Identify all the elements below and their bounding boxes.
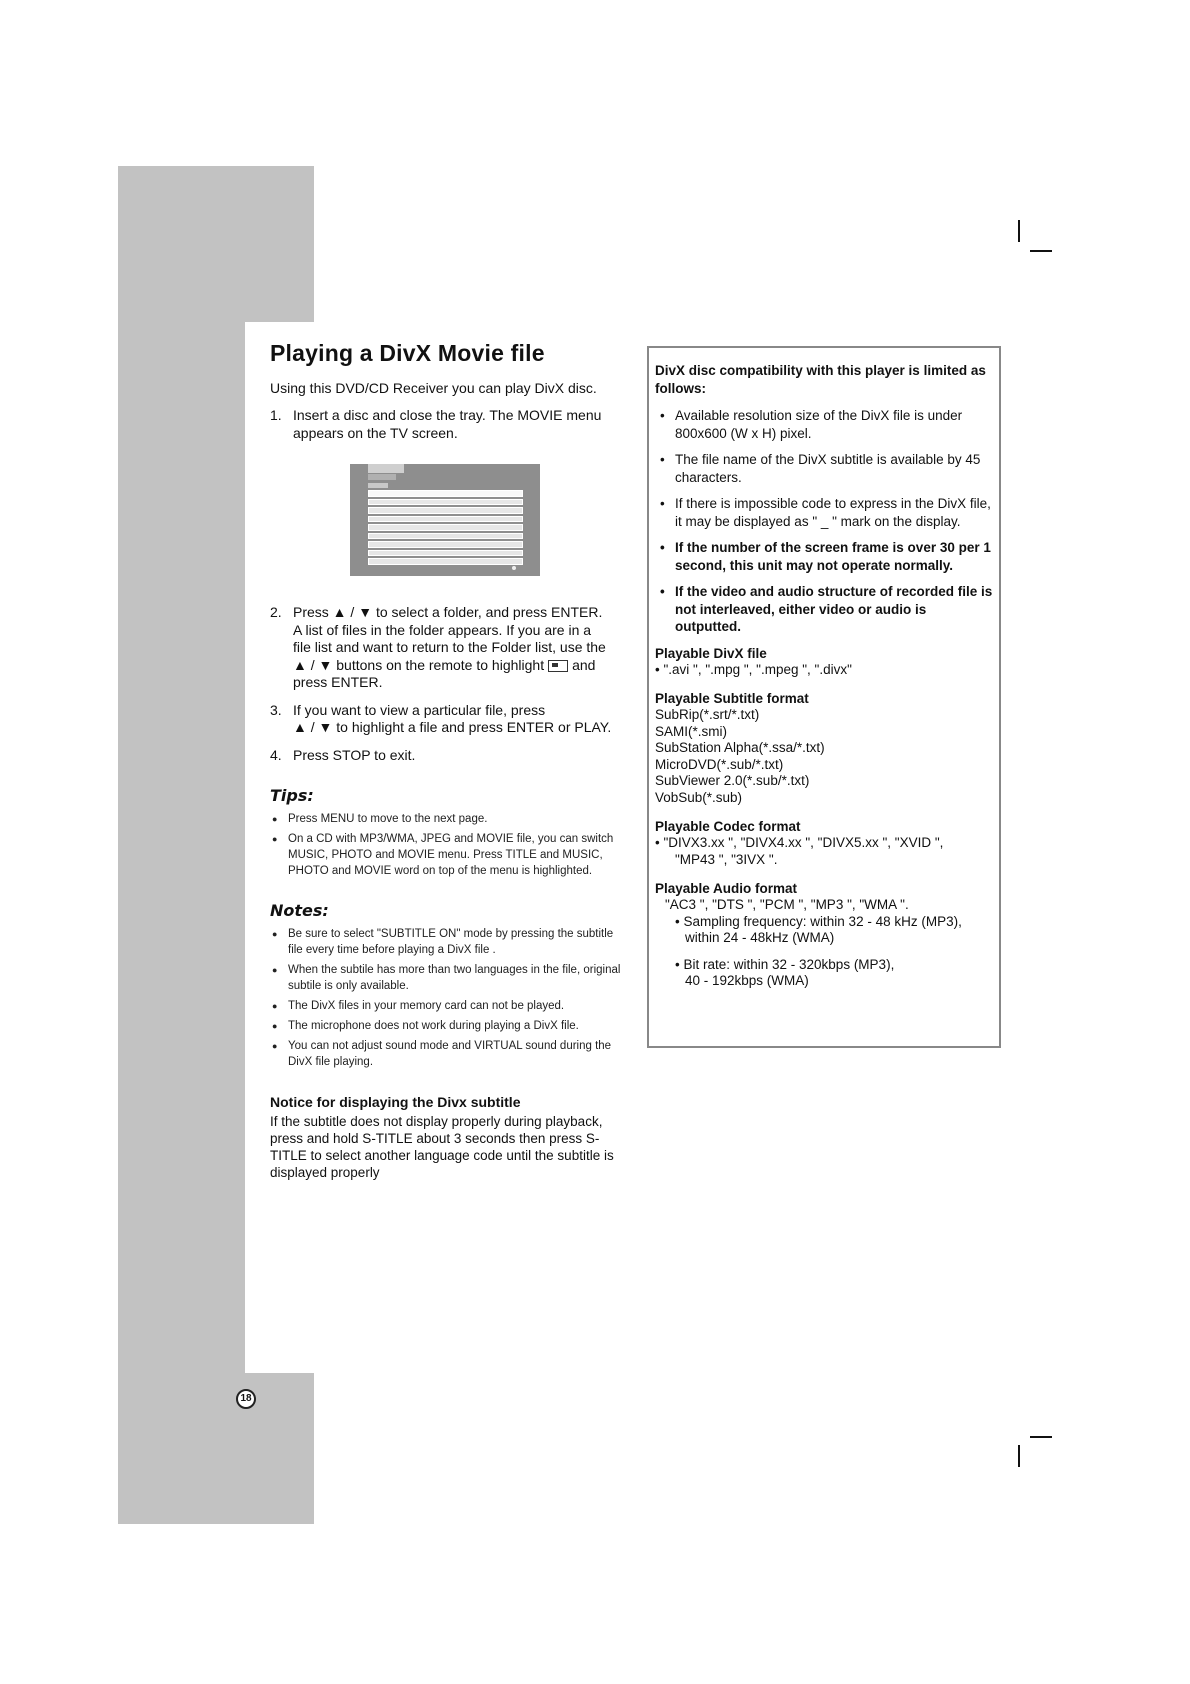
note-item: ● When the subtile has more than two languages in the file, original subtile is only available. bbox=[270, 962, 626, 994]
file-row bbox=[368, 490, 523, 497]
crop-mark-top-horizontal bbox=[1030, 250, 1052, 252]
page-title: Playing a DivX Movie file bbox=[270, 340, 545, 366]
file-row bbox=[368, 550, 523, 557]
audio-format-line: "AC3 ", "DTS ", "PCM ", "MP3 ", "WMA ". bbox=[665, 897, 909, 912]
compatibility-item: • If the video and audio structure of recorded file is not interleaved, either video or audio is outputted. bbox=[655, 583, 993, 636]
subtitle-format-item: SubStation Alpha(*.ssa/*.txt) bbox=[655, 740, 825, 755]
file-row bbox=[368, 541, 523, 548]
crop-mark-bottom-vertical bbox=[1018, 1445, 1020, 1467]
codec-format-heading: Playable Codec format bbox=[655, 819, 801, 834]
tip-item: ● Press MENU to move to the next page. bbox=[270, 811, 626, 827]
subtitle-format-item: SubRip(*.srt/*.txt) bbox=[655, 707, 760, 722]
crop-mark-bottom-horizontal bbox=[1030, 1436, 1052, 1438]
notes-heading: Notes: bbox=[270, 901, 329, 920]
file-row bbox=[368, 516, 523, 523]
subtitle-format-item: VobSub(*.sub) bbox=[655, 789, 743, 805]
step-item: 3. If you want to view a particular file, press ▲ / ▼ to highlight a file and press ENTER or PLAY. bbox=[270, 701, 612, 735]
file-row bbox=[368, 558, 523, 565]
tips-heading: Tips: bbox=[270, 786, 314, 805]
movie-menu-screenshot bbox=[350, 464, 540, 576]
compatibility-item: • The file name of the DivX subtitle is available by 45 characters. bbox=[655, 451, 993, 486]
subtitle-format-item: SubViewer 2.0(*.sub/*.txt) bbox=[655, 773, 810, 788]
menu-header-bar bbox=[368, 464, 404, 473]
step-item: 4. Press STOP to exit. bbox=[270, 746, 416, 763]
steps-list bbox=[270, 407, 626, 442]
codec-format-line: "MP43 ", "3IVX ". bbox=[675, 851, 778, 867]
margin-band-bottom bbox=[118, 1373, 314, 1524]
compatibility-item: • Available resolution size of the DivX file is under 800x600 (W x H) pixel. bbox=[655, 407, 993, 442]
menu-subheader-bar bbox=[368, 474, 396, 480]
box-heading: DivX disc compatibility with this player is limited as follows: bbox=[655, 363, 986, 396]
compatibility-item: • If the number of the screen frame is over 30 per 1 second, this unit may not operate normally. bbox=[655, 539, 993, 574]
file-list bbox=[368, 490, 523, 567]
step-item: 1. Insert a disc and close the tray. The MOVIE menu appears on the TV screen. bbox=[270, 407, 602, 441]
folder-row bbox=[368, 483, 388, 488]
audio-bit-rate: • Bit rate: within 32 - 320kbps (MP3), bbox=[675, 956, 895, 972]
tip-item: ● On a CD with MP3/WMA, JPEG and MOVIE file, you can switch MUSIC, PHOTO and MOVIE menu. Press TITLE and MUSIC, PHOTO and MOVIE word on top of the menu is highlighted. bbox=[270, 831, 626, 879]
note-item: ● Be sure to select "SUBTITLE ON" mode by pressing the subtitle file every time before playing a DivX file . bbox=[270, 926, 626, 958]
audio-sampling-frequency: • Sampling frequency: within 32 - 48 kHz (MP3), bbox=[675, 913, 962, 929]
file-row bbox=[368, 499, 523, 506]
note-item: ● The DivX files in your memory card can not be played. bbox=[270, 998, 626, 1014]
subtitle-format-item: SAMI(*.smi) bbox=[655, 723, 727, 739]
compatibility-item: • If there is impossible code to express in the DivX file, it may be displayed as " _ " mark on the display. bbox=[655, 495, 993, 530]
subtitle-format-heading: Playable Subtitle format bbox=[655, 691, 809, 706]
notice-body: If the subtitle does not display properly during playback, press and hold S-TITLE about 3 seconds then press S-TITLE to select another language code until the subtitle is displayed properly bbox=[270, 1114, 614, 1180]
steps-list-continued bbox=[270, 604, 626, 764]
crop-mark-top-vertical bbox=[1018, 220, 1020, 242]
file-row bbox=[368, 524, 523, 531]
audio-sampling-frequency: within 24 - 48kHz (WMA) bbox=[685, 930, 835, 945]
intro-text: Using this DVD/CD Receiver you can play DivX disc. bbox=[270, 380, 597, 396]
file-row bbox=[368, 507, 523, 514]
audio-format-heading: Playable Audio format bbox=[655, 881, 798, 896]
compatibility-list bbox=[655, 407, 993, 636]
notes-list bbox=[270, 926, 626, 1070]
subtitle-format-item: MicroDVD(*.sub/*.txt) bbox=[655, 756, 784, 772]
codec-format-line: • "DIVX3.xx ", "DIVX4.xx ", "DIVX5.xx ", "XVID ", bbox=[655, 835, 944, 850]
note-item: ● You can not adjust sound mode and VIRTUAL sound during the DivX file playing. bbox=[270, 1038, 626, 1070]
main-column bbox=[270, 340, 626, 1181]
note-item: ● The microphone does not work during playing a DivX file. bbox=[270, 1018, 626, 1034]
page-number-badge: 18 bbox=[236, 1389, 256, 1409]
file-row bbox=[368, 533, 523, 540]
page-indicator bbox=[512, 566, 516, 570]
margin-band-side bbox=[118, 322, 245, 1373]
audio-bit-rate: 40 - 192kbps (WMA) bbox=[685, 973, 809, 988]
tips-list bbox=[270, 811, 626, 879]
notice-heading: Notice for displaying the Divx subtitle bbox=[270, 1094, 521, 1110]
divx-file-extensions: • ".avi ", ".mpg ", ".mpeg ", ".divx" bbox=[655, 661, 852, 677]
compatibility-box bbox=[647, 346, 1001, 1048]
divx-file-heading: Playable DivX file bbox=[655, 645, 767, 661]
folder-up-icon bbox=[548, 660, 568, 672]
margin-band-top bbox=[118, 166, 314, 322]
step-item: 2. Press ▲ / ▼ to select a folder, and press ENTER. A list of files in the folder appears. If you are in a file list and want to return to the Folder list, use the ▲ / ▼ buttons on the remote to highlight and press ENTER. bbox=[270, 604, 606, 690]
